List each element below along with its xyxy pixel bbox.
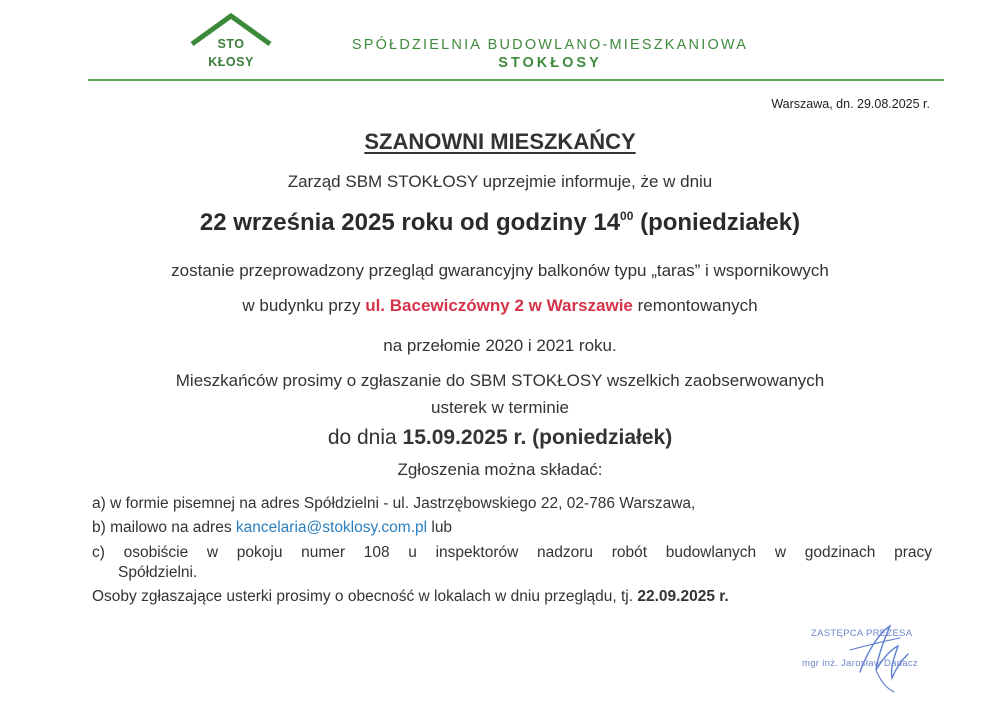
stamp-title: ZASTĘPCA PREZESA bbox=[811, 628, 913, 639]
body-paragraph-4: Mieszkańców prosimy o zgłaszanie do SBM STOKŁOSY wszelkich zaobserwowanych bbox=[175, 371, 825, 390]
building-address: ul. Bacewiczówny 2 w Warszawie bbox=[365, 296, 633, 315]
organization-name: SPÓŁDZIELNIA BUDOWLANO-MIESZKANIOWA bbox=[351, 37, 749, 53]
p2-after: remontowanych bbox=[632, 296, 758, 315]
deadline bbox=[60, 426, 940, 450]
event-hour-superscript: 00 bbox=[620, 209, 634, 223]
submission-option-b bbox=[92, 519, 452, 537]
body-paragraph-2 bbox=[60, 296, 940, 316]
organization-short-name: STOKŁOSY bbox=[498, 55, 602, 71]
logo-line1: STO bbox=[217, 37, 245, 51]
email-link[interactable]: kancelaria@stoklosy.com.pl bbox=[235, 519, 428, 536]
option-b-after: lub bbox=[427, 519, 453, 536]
body-paragraph-3: na przełomie 2020 i 2021 roku. bbox=[383, 336, 617, 355]
body-paragraph-5: usterek w terminie bbox=[431, 398, 569, 417]
intro-text: Zarząd SBM STOKŁOSY uprzejmie informuje, że w dniu bbox=[287, 172, 713, 191]
deadline-prefix: do dnia bbox=[327, 426, 403, 449]
document-date: Warszawa, dn. 29.08.2025 r. bbox=[771, 97, 930, 111]
logo bbox=[188, 10, 274, 72]
event-date bbox=[60, 209, 940, 237]
event-date-text: 22 września 2025 roku od godziny 14 bbox=[199, 209, 621, 236]
logo-line2: KŁOSY bbox=[208, 55, 254, 69]
handwritten-signature-icon bbox=[820, 620, 930, 696]
deadline-date: 15.09.2025 r. (poniedziałek) bbox=[402, 426, 673, 449]
signature-stamp bbox=[780, 620, 970, 700]
submission-option-c-continued: Spółdzielni. bbox=[118, 564, 198, 581]
option-b-before: b) mailowo na adres bbox=[92, 519, 236, 536]
submission-heading: Zgłoszenia można składać: bbox=[397, 460, 603, 479]
page-title: SZANOWNI MIESZKAŃCY bbox=[364, 129, 636, 154]
body-paragraph-1: zostanie przeprowadzony przegląd gwarancyjny balkonów typu „taras” i wspornikowych bbox=[171, 261, 829, 280]
submission-option-c: c) osobiście w pokoju numer 108 u inspektorów nadzoru robót budowlanych w godzinach pracy bbox=[92, 544, 932, 561]
submission-option-a: a) w formie pisemnej na adres Spółdzielni - ul. Jastrzębowskiego 22, 02-786 Warszawa, bbox=[92, 495, 696, 512]
closing-text: Osoby zgłaszające usterki prosimy o obecność w lokalach w dniu przeglądu, tj. bbox=[92, 588, 638, 605]
p2-before: w budynku przy bbox=[242, 296, 366, 315]
header-divider bbox=[88, 79, 944, 81]
stamp-name: mgr inż. Jarosław Dadacz bbox=[802, 658, 918, 669]
event-weekday: (poniedziałek) bbox=[633, 209, 801, 236]
closing-paragraph bbox=[92, 588, 729, 606]
inspection-date: 22.09.2025 r. bbox=[637, 588, 729, 605]
